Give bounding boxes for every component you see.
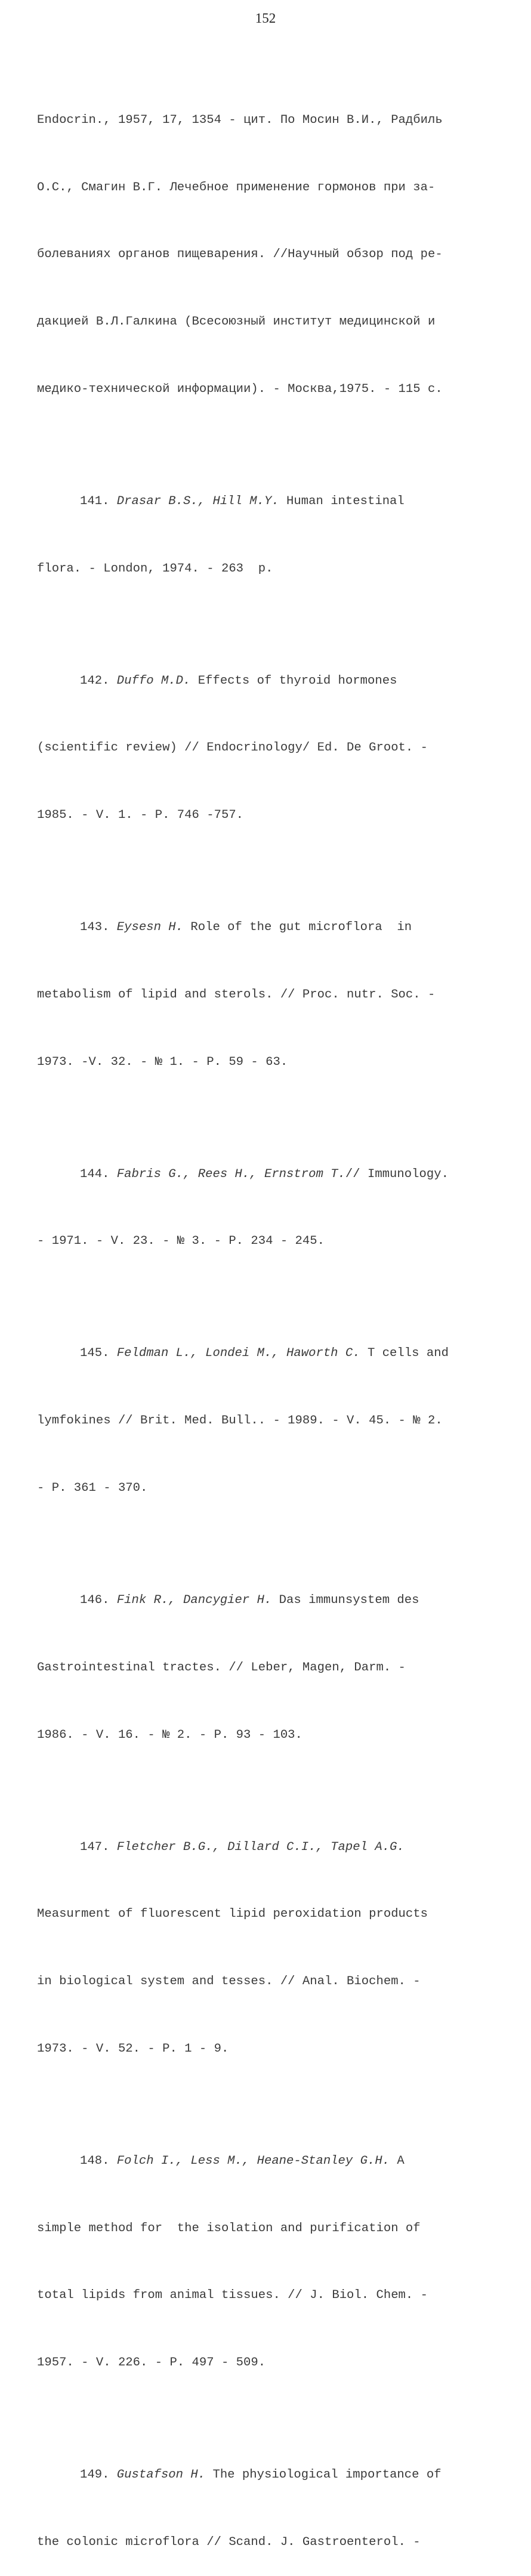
reference-line: the colonic microflora // Scand. J. Gastroenterol. - — [37, 2535, 421, 2549]
continuation-line: О.С., Смагин В.Г. Лечебное применение гормонов при за- — [37, 180, 436, 194]
reference-149-first-line — [37, 2464, 502, 2487]
reference-authors: Fletcher B.G., Dillard C.I., Tapel A.G. — [116, 1840, 405, 1854]
reference-authors: Feldman L., Londei M., Haworth C. — [116, 1346, 360, 1361]
reference-146-first-line — [37, 1589, 502, 1612]
reference-line: metabolism of lipid and sterols. // Proc. nutr. Soc. - — [37, 987, 436, 1002]
reference-line: simple method for the isolation and purification of — [37, 2221, 421, 2235]
reference-authors: Fink R., Dancygier H. — [116, 1593, 272, 1607]
reference-title-start: // Immunology. — [345, 1167, 449, 1181]
reference-title-start: Human intestinal — [279, 494, 405, 508]
reference-number: 146. — [80, 1593, 110, 1607]
reference-title-start: T cells and — [360, 1346, 449, 1361]
reference-145-first-line — [37, 1342, 502, 1365]
reference-line: Measurment of fluorescent lipid peroxidation products — [37, 1907, 428, 1922]
reference-number: 145. — [80, 1346, 110, 1361]
reference-list — [37, 42, 502, 2576]
reference-148-first-line — [37, 2150, 502, 2173]
continuation-line: болеваниях органов пищеварения. //Научный обзор под ре- — [37, 248, 443, 262]
reference-line: 1986. - V. 16. - № 2. - P. 93 - 103. — [37, 1728, 302, 1742]
reference-number: 147. — [80, 1840, 110, 1854]
reference-141-first-line — [37, 490, 502, 513]
reference-line: 1985. - V. 1. - P. 746 -757. — [37, 808, 244, 823]
reference-line: total lipids from animal tissues. // J. Biol. Chem. - — [37, 2288, 428, 2303]
reference-authors: Duffo M.D. — [116, 674, 191, 688]
reference-number: 144. — [80, 1167, 110, 1181]
reference-142-first-line — [37, 670, 502, 693]
reference-line: - 1971. - V. 23. - № 3. - P. 234 - 245. — [37, 1234, 325, 1249]
reference-line: flora. - London, 1974. - 263 p. — [37, 561, 273, 576]
reference-number: 142. — [80, 674, 110, 688]
reference-147-first-line — [37, 1836, 502, 1859]
reference-line: lymfokines // Brit. Med. Bull.. - 1989. - V. 45. - № 2. — [37, 1414, 443, 1428]
reference-title-start: Das immunsystem des — [271, 1593, 419, 1607]
reference-line: Gastrointestinal tractes. // Leber, Magen, Darm. - — [37, 1660, 406, 1675]
reference-144-first-line — [37, 1163, 502, 1186]
reference-authors: Eysesn H. — [116, 921, 184, 935]
reference-line: in biological system and tesses. // Anal. Biochem. - — [37, 1975, 421, 1989]
continuation-line: Endocrin., 1957, 17, 1354 - цит. По Мосин В.И., Радбиль — [37, 113, 443, 127]
reference-title-start: Role of the gut microflora in — [183, 921, 412, 935]
continuation-line: медико-технической информации). - Москва,1975. - 115 с. — [37, 382, 443, 396]
reference-title-start: The physiological importance of — [205, 2468, 442, 2482]
reference-line: 1973. - V. 52. - P. 1 - 9. — [37, 2041, 229, 2056]
reference-143-first-line — [37, 916, 502, 939]
reference-number: 149. — [80, 2468, 110, 2482]
reference-number: 141. — [80, 494, 110, 508]
page-number: 152 — [255, 11, 276, 26]
reference-authors: Folch I., Less M., Heane-Stanley G.H. — [116, 2154, 390, 2168]
reference-authors: Fabris G., Rees H., Ernstrom T. — [116, 1167, 345, 1181]
reference-authors: Gustafson H. — [116, 2468, 206, 2482]
reference-title-start: A — [390, 2154, 405, 2168]
reference-line: - P. 361 - 370. — [37, 1481, 148, 1495]
reference-authors: Drasar B.S., Hill M.Y. — [116, 494, 279, 508]
continuation-line: дакцией В.Л.Галкина (Всесоюзный институт медицинской и — [37, 315, 436, 329]
reference-number: 143. — [80, 921, 110, 935]
reference-number: 148. — [80, 2154, 110, 2168]
reference-line: 1973. -V. 32. - № 1. - P. 59 - 63. — [37, 1055, 288, 1069]
reference-title-start: Effects of thyroid hormones — [190, 674, 397, 688]
reference-line: (scientific review) // Endocrinology/ Ed. De Groot. - — [37, 741, 428, 755]
reference-line: 1957. - V. 226. - P. 497 - 509. — [37, 2356, 266, 2370]
